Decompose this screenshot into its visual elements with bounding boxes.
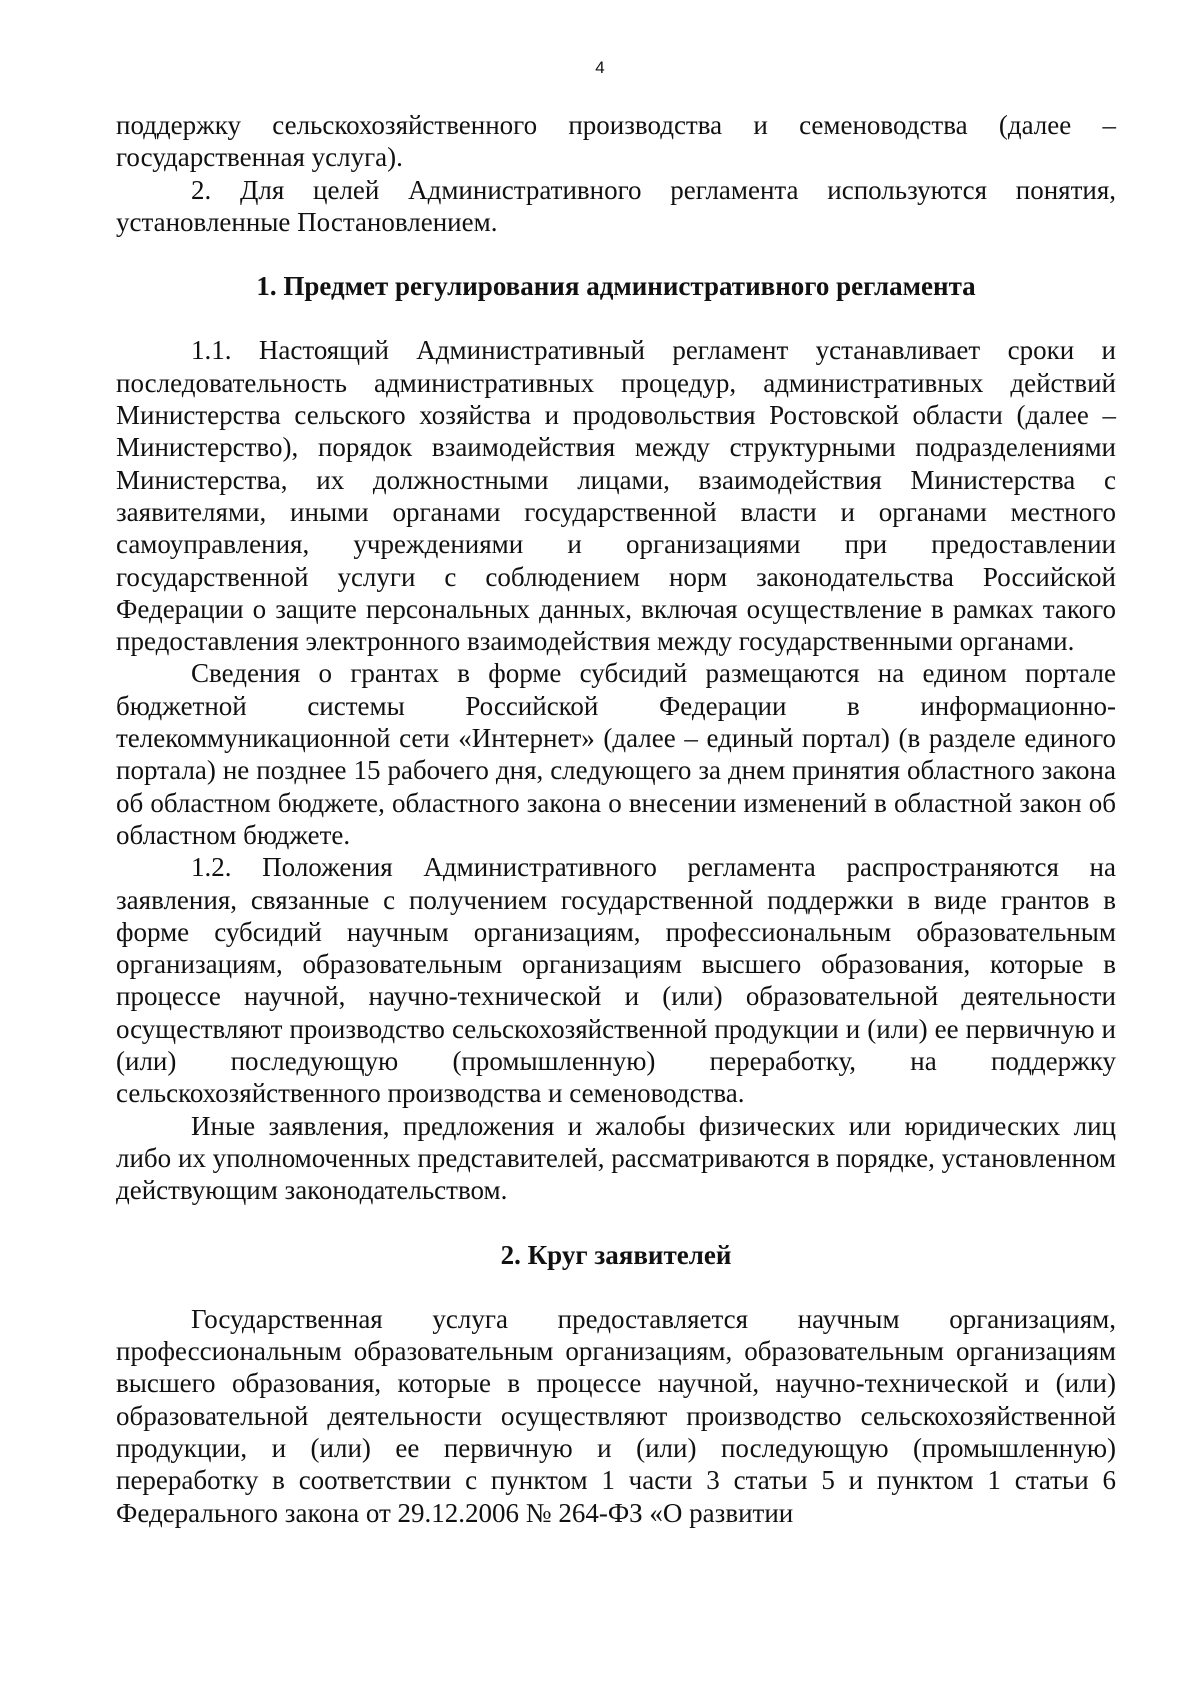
section-2-paragraph-1: Государственная услуга предоставляется научным организациям, профессиональным образовательным организациям, образовательным организациям высшего образования, которые в процессе научной, научно-технической и (или) образовательной деятельности осуществляют производство сельскохозяйственной продукции, и (или) ее первичную и (или) последующую (промышленную) переработку в соответствии с пунктом 1 части 3 статьи 5 и пунктом 1 статьи 6 Федерального закона от 29.12.2006 № 264-ФЗ «О развитии	[116, 1303, 1116, 1528]
intro-paragraph-2: 2. Для целей Административного регламента используются понятия, установленные Постановлением.	[116, 174, 1116, 237]
section-1-paragraph-3: 1.2. Положения Административного регламента распространяются на заявления, связанные с получением государственной поддержки в виде грантов в форме субсидий научным организациям, профессиональным образовательным организациям, образовательным организациям высшего образования, которые в процессе научной, научно-технической и (или) образовательной деятельности осуществляют производство сельскохозяйственной продукции и (или) ее первичную и (или) последующую (промышленную) переработку, на поддержку сельскохозяйственного производства и семеноводства.	[116, 852, 1116, 1109]
intro-paragraph-1: поддержку сельскохозяйственного производства и семеноводства (далее – государственная услуга).	[116, 110, 1116, 173]
section-1-paragraph-2: Сведения о грантах в форме субсидий размещаются на едином портале бюджетной системы Российской Федерации в информационно-телекоммуникационной сети «Интернет» (далее – единый портал) (в разделе единого портала) не позднее 15 рабочего дня, следующего за днем принятия областного закона об областном бюджете, областного закона о внесении изменений в областной закон об областном бюджете.	[116, 658, 1116, 850]
section-1-heading: 1. Предмет регулирования административного регламента	[256, 271, 976, 302]
section-1-paragraph-1: 1.1. Настоящий Административный регламент устанавливает сроки и последовательность административных процедур, административных действий Министерства сельского хозяйства и продовольствия Ростовской области (далее – Министерство), порядок взаимодействия между структурными подразделениями Министерства, их должностными лицами, взаимодействия Министерства с заявителями, иными органами государственной власти и органами местного самоуправления, учреждениями и организациями при предоставлении государственной услуги с соблюдением норм законодательства Российской Федерации о защите персональных данных, включая осуществление в рамках такого предоставления электронного взаимодействия между государственными органами.	[116, 335, 1116, 657]
page-number: 4	[595, 58, 605, 77]
section-2-heading: 2. Круг заявителей	[500, 1239, 732, 1270]
section-1-paragraph-4: Иные заявления, предложения и жалобы физических или юридических лиц либо их уполномоченных представителей, рассматриваются в порядке, установленном действующим законодательством.	[116, 1110, 1116, 1206]
document-body	[116, 109, 1116, 1529]
